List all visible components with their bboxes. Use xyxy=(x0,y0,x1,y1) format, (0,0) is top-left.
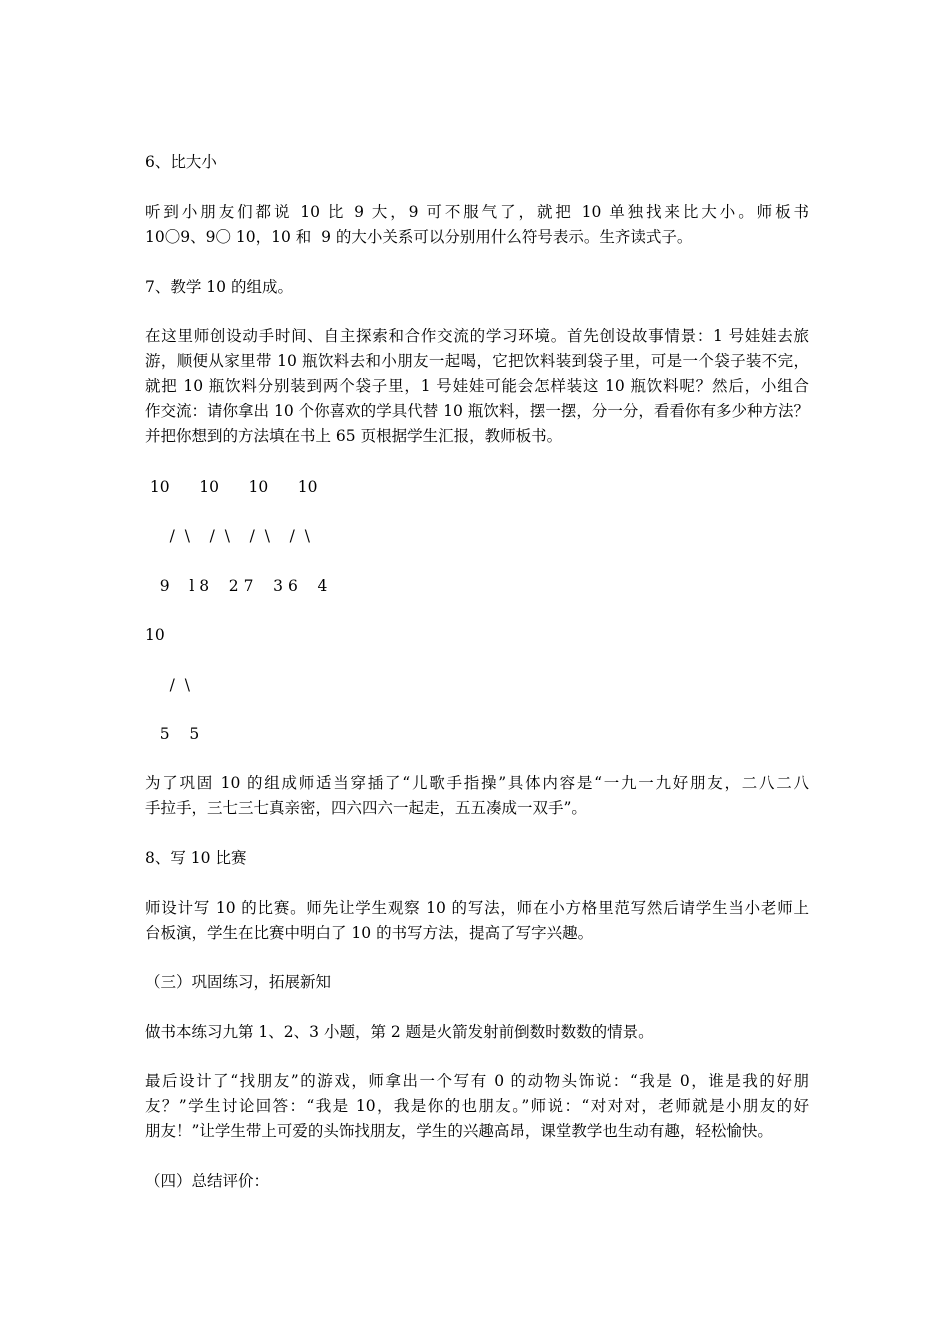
paragraph-line: 在这里师创设动手时间、自主探索和合作交流的学习环境。首先创设故事情景：1 号娃娃去旅 xyxy=(145,327,809,345)
paragraph-line: 友？”学生讨论回答：“我是 10，我是你的也朋友。”师说：“对对对，老师就是小朋友的好 xyxy=(145,1097,809,1115)
paragraph-line: 台板演，学生在比赛中明白了 10 的书写方法，提高了写字兴趣。 xyxy=(145,924,594,942)
section-7-paragraph xyxy=(145,324,809,449)
section-8-paragraph xyxy=(145,896,809,946)
paragraph-line: 最后设计了“找朋友”的游戏，师拿出一个写有 0 的动物头饰说：“我是 0，谁是我的好朋 xyxy=(145,1072,809,1090)
paragraph-line: 10〇9、9〇 10，10 和 9 的大小关系可以分别用什么符号表示。生齐读式子。 xyxy=(145,228,693,246)
composition-diagram-2-branches: / \ xyxy=(145,676,190,694)
paragraph-line: 并把你想到的方法填在书上 65 页根据学生汇报，教师板书。 xyxy=(145,427,563,445)
composition-diagram-top: 10 10 10 10 xyxy=(145,478,318,496)
paragraph-line: 就把 10 瓶饮料分别装到两个袋子里，1 号娃娃可能会怎样装这 10 瓶饮料呢？然后，小组合 xyxy=(145,377,809,395)
composition-diagram-2-top: 10 xyxy=(145,626,165,644)
paragraph-line: 作交流：请你拿出 10 个你喜欢的学具代替 10 瓶饮料，摆一摆，分一分，看看你有多少种方法？ xyxy=(145,402,809,420)
composition-diagram-branches: / \ / \ / \ / \ xyxy=(145,527,310,545)
section-6-paragraph xyxy=(145,200,809,250)
part-4-heading: （四）总结评价： xyxy=(145,1172,270,1190)
paragraph-line: 听到小朋友们都说 10 比 9 大，9 可不服气了，就把 10 单独找来比大小。师板书 xyxy=(145,203,809,221)
composition-diagram-bottom: 9 l 8 2 7 3 6 4 xyxy=(145,577,328,595)
part-3-paragraph: 做书本练习九第 1、2、3 小题，第 2 题是火箭发射前倒数时数数的情景。 xyxy=(145,1023,654,1041)
paragraph-line: 朋友！”让学生带上可爱的头饰找朋友，学生的兴趣高昂，课堂教学也生动有趣，轻松愉快。 xyxy=(145,1122,773,1140)
paragraph-line: 游，顺便从家里带 10 瓶饮料去和小朋友一起喝，它把饮料装到袋子里，可是一个袋子装不完， xyxy=(145,352,809,370)
composition-diagram-2-bottom: 5 5 xyxy=(145,725,200,743)
section-7-heading: 7、教学 10 的组成。 xyxy=(145,278,293,296)
paragraph-line: 为了巩固 10 的组成师适当穿插了“儿歌手指操”具体内容是“一九一九好朋友，二八二八 xyxy=(145,774,809,792)
section-8-heading: 8、写 10 比赛 xyxy=(145,849,247,867)
finger-rhyme-paragraph xyxy=(145,771,809,821)
game-paragraph xyxy=(145,1069,809,1144)
part-3-heading: （三）巩固练习，拓展新知 xyxy=(145,973,332,991)
paragraph-line: 师设计写 10 的比赛。师先让学生观察 10 的写法，师在小方格里范写然后请学生当小老师上 xyxy=(145,899,809,917)
section-6-heading: 6、比大小 xyxy=(145,153,217,171)
paragraph-line: 手拉手，三七三七真亲密，四六四六一起走，五五凑成一双手”。 xyxy=(145,799,587,817)
